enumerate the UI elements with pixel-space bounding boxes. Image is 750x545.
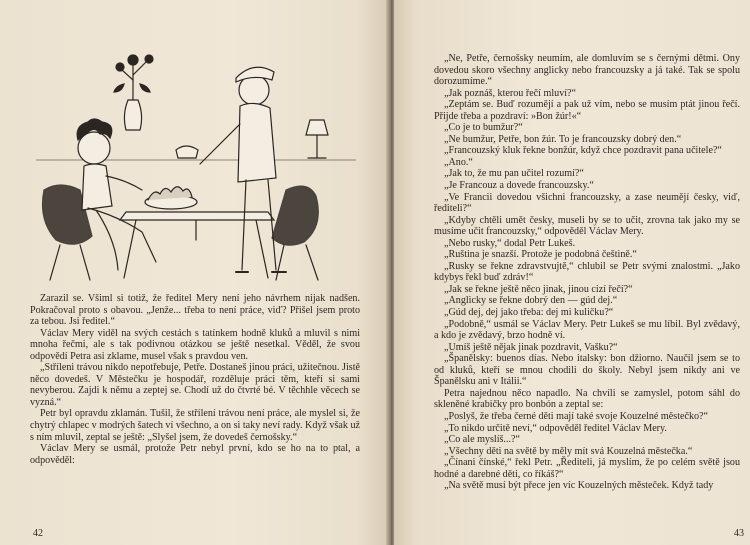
paragraph: „Ruština je snazší. Protože je podobná češtině.“ <box>444 249 637 261</box>
paragraph: „Ano.“ <box>444 156 473 168</box>
paragraph: „To nikdo určitě neví,“ odpověděl ředitel Václav Mery. <box>444 422 667 434</box>
paragraph: Petra najednou něco napadlo. Na chvíli se zamyslel, potom sáhl do skleněné krabičky pro bonbón a zeptal se: <box>434 387 740 411</box>
paragraph: „Je Francouz a dovede francouzsky.“ <box>444 180 594 192</box>
paragraph: Petr byl opravdu zklamán. Tušil, že střílení trávou není práce, ale myslel si, že chytrý chlapec v modrých šatech ví všechno, a on si taky neví rady. Když však už s ním mluvil, zeptal se ještě: „Slyšel jsem, že dovedeš černošsky.“ <box>30 408 360 443</box>
paragraph: „Stříleni trávou nikdo nepotřebuje, Petře. Dostaneš jinou práci, užitečnou. Jistě něco dovedeš. V Městečku je hospodář, rozděluje práci těm, kteří si sami nevyberou. Zajdi k němu a zeptej se. Chodí už do čtvrté bé. V těchhle věcech se vyzná.“ <box>30 362 360 408</box>
paragraph: Václav Mery se usmál, protože Petr nebyl první, kdo se ho na to ptal, a odpověděl: <box>30 443 360 466</box>
right-page <box>394 0 750 545</box>
left-page-text <box>30 293 360 466</box>
paragraph: „Ne, Petře, černošsky neumím, ale domluvím se s černými dětmi. Ony dovedou skoro všechny anglicky nebo francouzsky a já také. Tak se spolu dorozumíme.“ <box>434 53 740 88</box>
right-page-text <box>434 53 740 492</box>
paragraph: „Kdyby chtěli umět česky, museli by se to učit, zrovna tak jako my se musíme učit francouzsky,“ odpověděl Václav Mery. <box>434 214 740 238</box>
paragraph: „Všechny děti na světě by měly mít svá Kouzelná městečka.“ <box>444 445 693 457</box>
illustration-boys-at-table <box>36 40 356 288</box>
paragraph: „Jak se řekne ještě něco jinak, jinou cizí řečí?“ <box>444 283 633 295</box>
page-number: 42 <box>33 528 43 539</box>
paragraph: „Anglicky se řekne dobrý den — gúd dej.“ <box>444 295 618 307</box>
paragraph: „Na světě musí být přece jen víc Kouzelných městeček. Když tady <box>444 480 714 492</box>
paragraph: „Španělsky: buenos días. Nebo italsky: bon džiorno. Naučil jsem se to od kluků, kteří se mnou chodili do školy. Nebyl jsem nikdy ani ve Španělsku ani v Itálii.“ <box>434 353 740 388</box>
paragraph: „Nebo rusky,“ dodal Petr Lukeš. <box>444 237 576 249</box>
paragraph: „Co je to bumžur?“ <box>444 122 523 134</box>
paragraph: „Ve Francii dovedou všichni francouzsky, a zase neumějí česky, viď, řediteli?“ <box>434 191 740 215</box>
paragraph: „Jak poznáš, kterou řečí mluví?“ <box>444 87 577 99</box>
paragraph: „Zeptám se. Buď rozumějí a pak už vím, nebo se musím ptát jinou řečí. Přijde třeba a pozdraví: »Bon žúr!«“ <box>434 99 740 122</box>
paragraph: „Co ale myslíš...?“ <box>444 434 520 446</box>
paragraph: „Čínani čínské,“ řekl Petr. „Řediteli, já myslím, že po celém světě jsou hodné a darebné děti, co říkáš?“ <box>434 457 740 480</box>
paragraph: „Podobně,“ usmál se Václav Mery. Petr Lukeš se mu líbil. Byl zvědavý, a kdo je zvědavý, brzo hodně ví. <box>434 318 740 342</box>
paragraph: Václav Mery viděl na svých cestách s tatínkem hodně kluků a mluvil s nimi mnoha řečmi, ale s tak podivnou otázkou se ještě nesetkal. Věděl, že svou odpovědí Petra asi zklame, musel však s pravdou ven. <box>30 327 360 362</box>
paragraph: „Rusky se řekne zdravstvujtě,“ chlubil se Petr svými znalostmi. „Jako kdybys řekl buď zdráv!“ <box>434 260 740 284</box>
paragraph: „Gúd dej, dej jako třeba: dej mi kuličku?“ <box>444 307 614 319</box>
paragraph: „Umíš ještě nějak jinak pozdravit, Vašku?“ <box>444 341 618 353</box>
paragraph: „Francouzský kluk řekne bonžúr, když chce pozdravit pana učitele?“ <box>444 145 722 157</box>
paragraph: „Jak to, že mu pan učitel rozumí?“ <box>444 168 584 180</box>
paragraph: „Poslyš, že třeba černé děti mají také svoje Kouzelné městečko?“ <box>444 410 709 422</box>
paragraph: „Ne bumžur, Petře, bon žúr. To je francouzsky dobrý den.“ <box>444 133 682 145</box>
page-number: 43 <box>734 528 744 539</box>
paragraph: Zarazil se. Všiml si totiž, že ředitel Mery není jeho návrhem nijak nadšen. Pokračoval proto s obavou. „Jenže... třeba to není práce, viď? Přišel jsem proto za tebou. Jsi ředitel.“ <box>30 293 360 328</box>
